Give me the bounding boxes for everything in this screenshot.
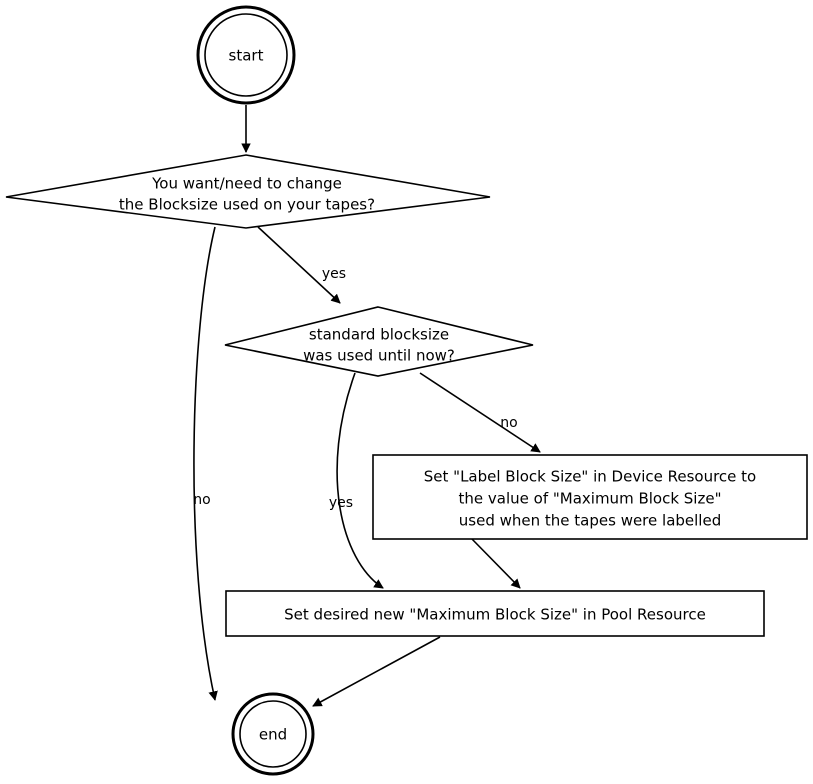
node-process-set-label-block-size[interactable] (373, 455, 807, 539)
edge-decision1-no-to-end (194, 227, 215, 700)
node-start-label: start (228, 46, 264, 65)
edge-decision2-no-to-process1 (420, 373, 540, 452)
node-process2-line1: Set desired new "Maximum Block Size" in Pool Resource (284, 605, 706, 624)
node-process-set-maximum-block-size[interactable] (226, 591, 764, 636)
node-decision2-line2: was used until now? (303, 346, 455, 365)
node-process1-line3: used when the tapes were labelled (458, 511, 722, 530)
node-decision1-line2: the Blocksize used on your tapes? (118, 195, 376, 214)
edge-label-decision2-no: no (500, 415, 518, 431)
edge-label-decision2-yes: yes (328, 495, 354, 511)
node-decision-change-blocksize[interactable] (6, 155, 490, 228)
node-decision2-line1: standard blocksize (308, 325, 450, 344)
node-process1-line1: Set "Label Block Size" in Device Resource to (423, 467, 757, 486)
node-end[interactable] (233, 694, 313, 774)
node-decision-standard-blocksize[interactable] (225, 307, 533, 376)
edge-process1-to-process2 (470, 537, 520, 588)
edge-decision1-yes-to-decision2 (258, 227, 340, 303)
node-start[interactable] (198, 7, 294, 103)
edge-label-decision1-no: no (193, 492, 211, 508)
node-process1-line2: the value of "Maximum Block Size" (458, 489, 722, 508)
node-decision1-line1: You want/need to change (152, 174, 342, 193)
node-end-label: end (258, 725, 288, 744)
edge-label-decision1-yes: yes (321, 266, 347, 282)
edge-process2-to-end (313, 637, 440, 706)
